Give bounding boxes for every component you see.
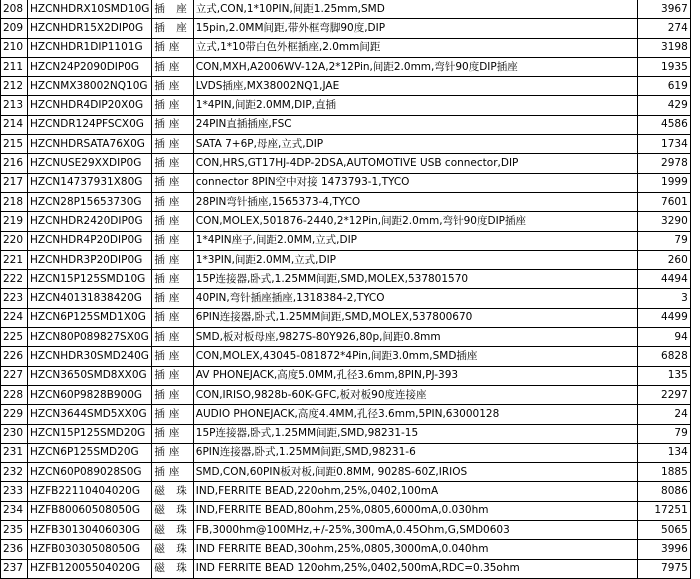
quantity-cell[interactable]: 4586 <box>637 115 690 134</box>
quantity-cell[interactable]: 1999 <box>637 173 690 192</box>
part-code-cell[interactable]: HZCN60P089028S0G <box>28 463 152 482</box>
quantity-cell[interactable]: 2297 <box>637 385 690 404</box>
part-code-cell[interactable]: HZCN24P2090DIP0G <box>28 57 152 76</box>
quantity-cell[interactable]: 429 <box>637 96 690 115</box>
row-number-cell[interactable]: 208 <box>1 0 28 19</box>
table-row[interactable] <box>1 173 691 192</box>
table-row[interactable] <box>1 463 691 482</box>
category-cell[interactable]: 插座 <box>152 212 193 231</box>
category-cell[interactable]: 插座 <box>152 270 193 289</box>
row-number-cell[interactable]: 215 <box>1 135 28 154</box>
description-cell[interactable]: 40PIN,弯针插座插座,1318384-2,TYCO <box>193 289 637 308</box>
row-number-cell[interactable]: 237 <box>1 559 28 578</box>
table-row[interactable] <box>1 212 691 231</box>
category-cell[interactable]: 插 座 <box>152 0 193 19</box>
table-row[interactable] <box>1 77 691 96</box>
part-code-cell[interactable]: HZCN15P125SMD20G <box>28 424 152 443</box>
description-cell[interactable]: 6PIN连接器,卧式,1.25MM间距,SMD,98231-6 <box>193 443 637 462</box>
category-cell[interactable]: 插座 <box>152 154 193 173</box>
description-cell[interactable]: SATA 7+6P,母座,立式,DIP <box>193 135 637 154</box>
table-row[interactable] <box>1 385 691 404</box>
description-cell[interactable]: CON,IRISO,9828b-60K-GFC,板对板90度连接座 <box>193 385 637 404</box>
description-cell[interactable]: CON,MOLEX,43045-081872*4Pin,间距3.0mm,SMD插座 <box>193 347 637 366</box>
description-cell[interactable]: 15pin,2.0MM间距,带外框弯脚90度,DIP <box>193 19 637 38</box>
row-number-cell[interactable]: 212 <box>1 77 28 96</box>
quantity-cell[interactable]: 7975 <box>637 559 690 578</box>
row-number-cell[interactable]: 228 <box>1 385 28 404</box>
part-code-cell[interactable]: HZCNHDR30SMD240G <box>28 347 152 366</box>
row-number-cell[interactable]: 211 <box>1 57 28 76</box>
part-code-cell[interactable]: HZCN40131838420G <box>28 289 152 308</box>
quantity-cell[interactable]: 619 <box>637 77 690 96</box>
description-cell[interactable]: 1*4PIN,间距2.0MM,DIP,直插 <box>193 96 637 115</box>
quantity-cell[interactable]: 1734 <box>637 135 690 154</box>
category-cell[interactable]: 磁 珠 <box>152 482 193 501</box>
part-code-cell[interactable]: HZCNDR124PFSCX0G <box>28 115 152 134</box>
table-row[interactable] <box>1 347 691 366</box>
quantity-cell[interactable]: 3198 <box>637 38 690 57</box>
category-cell[interactable]: 磁 珠 <box>152 540 193 559</box>
row-number-cell[interactable]: 229 <box>1 405 28 424</box>
part-code-cell[interactable]: HZCN14737931X80G <box>28 173 152 192</box>
category-cell[interactable]: 插座 <box>152 192 193 211</box>
quantity-cell[interactable]: 7601 <box>637 192 690 211</box>
description-cell[interactable]: IND FERRITE BEAD,30ohm,25%,0805,3000mA,0.040hm <box>193 540 637 559</box>
quantity-cell[interactable]: 79 <box>637 231 690 250</box>
row-number-cell[interactable]: 217 <box>1 173 28 192</box>
category-cell[interactable]: 插座 <box>152 385 193 404</box>
description-cell[interactable]: 1*3PIN,间距2.0MM,立式,DIP <box>193 250 637 269</box>
table-row[interactable] <box>1 154 691 173</box>
row-number-cell[interactable]: 235 <box>1 521 28 540</box>
description-cell[interactable]: FB,3000hm@100MHz,+/-25%,300mA,0.45Ohm,G,SMD0603 <box>193 521 637 540</box>
table-row[interactable] <box>1 38 691 57</box>
category-cell[interactable]: 插座 <box>152 308 193 327</box>
quantity-cell[interactable]: 1885 <box>637 463 690 482</box>
quantity-cell[interactable]: 3996 <box>637 540 690 559</box>
category-cell[interactable]: 插座 <box>152 77 193 96</box>
table-row[interactable] <box>1 521 691 540</box>
table-row[interactable] <box>1 559 691 578</box>
part-code-cell[interactable]: HZCNHDR2420DIP0G <box>28 212 152 231</box>
table-row[interactable] <box>1 405 691 424</box>
part-code-cell[interactable]: HZCNMX38002NQ10G <box>28 77 152 96</box>
row-number-cell[interactable]: 213 <box>1 96 28 115</box>
description-cell[interactable]: CON,MXH,A2006WV-12A,2*12Pin,间距2.0mm,弯针90度DIP插座 <box>193 57 637 76</box>
quantity-cell[interactable]: 6828 <box>637 347 690 366</box>
description-cell[interactable]: AV PHONEJACK,高度5.0MM,孔径3.6mm,8PIN,PJ-393 <box>193 366 637 385</box>
table-row[interactable] <box>1 540 691 559</box>
category-cell[interactable]: 插座 <box>152 347 193 366</box>
row-number-cell[interactable]: 216 <box>1 154 28 173</box>
description-cell[interactable]: 立式,1*10带白色外框插座,2.0mm间距 <box>193 38 637 57</box>
category-cell[interactable]: 插座 <box>152 463 193 482</box>
row-number-cell[interactable]: 226 <box>1 347 28 366</box>
part-code-cell[interactable]: HZCN6P125SMD20G <box>28 443 152 462</box>
quantity-cell[interactable]: 2978 <box>637 154 690 173</box>
quantity-cell[interactable]: 274 <box>637 19 690 38</box>
quantity-cell[interactable]: 134 <box>637 443 690 462</box>
description-cell[interactable]: CON,HRS,GT17HJ-4DP-2DSA,AUTOMOTIVE USB connector,DIP <box>193 154 637 173</box>
description-cell[interactable]: SMD,CON,60PIN板对板,间距0.8MM, 9028S-60Z,IRIOS <box>193 463 637 482</box>
part-code-cell[interactable]: HZCNHDR3P20DIP0G <box>28 250 152 269</box>
row-number-cell[interactable]: 209 <box>1 19 28 38</box>
quantity-cell[interactable]: 24 <box>637 405 690 424</box>
table-row[interactable] <box>1 424 691 443</box>
table-row[interactable] <box>1 270 691 289</box>
row-number-cell[interactable]: 231 <box>1 443 28 462</box>
table-row[interactable] <box>1 19 691 38</box>
category-cell[interactable]: 插座 <box>152 57 193 76</box>
category-cell[interactable]: 磁 珠 <box>152 559 193 578</box>
part-code-cell[interactable]: HZCN80P089827SX0G <box>28 328 152 347</box>
category-cell[interactable]: 插 座 <box>152 19 193 38</box>
quantity-cell[interactable]: 17251 <box>637 501 690 520</box>
part-code-cell[interactable]: HZCNHDR1DIP1101G <box>28 38 152 57</box>
table-row[interactable] <box>1 308 691 327</box>
category-cell[interactable]: 插座 <box>152 38 193 57</box>
quantity-cell[interactable]: 94 <box>637 328 690 347</box>
description-cell[interactable]: CON,MOLEX,501876-2440,2*12Pin,间距2.0mm,弯针90度DIP插座 <box>193 212 637 231</box>
category-cell[interactable]: 插座 <box>152 366 193 385</box>
row-number-cell[interactable]: 219 <box>1 212 28 231</box>
quantity-cell[interactable]: 4494 <box>637 270 690 289</box>
description-cell[interactable]: IND FERRITE BEAD 120ohm,25%,0402,500mA,RDC=0.35ohm <box>193 559 637 578</box>
row-number-cell[interactable]: 222 <box>1 270 28 289</box>
row-number-cell[interactable]: 220 <box>1 231 28 250</box>
table-row[interactable] <box>1 250 691 269</box>
row-number-cell[interactable]: 210 <box>1 38 28 57</box>
table-row[interactable] <box>1 501 691 520</box>
row-number-cell[interactable]: 233 <box>1 482 28 501</box>
table-row[interactable] <box>1 289 691 308</box>
table-row[interactable] <box>1 57 691 76</box>
quantity-cell[interactable]: 1935 <box>637 57 690 76</box>
category-cell[interactable]: 插座 <box>152 289 193 308</box>
part-code-cell[interactable]: HZFB80060508050G <box>28 501 152 520</box>
category-cell[interactable]: 插座 <box>152 250 193 269</box>
part-code-cell[interactable]: HZFB12005504020G <box>28 559 152 578</box>
category-cell[interactable]: 插座 <box>152 231 193 250</box>
description-cell[interactable]: 1*4PIN座子,间距2.0MM,立式,DIP <box>193 231 637 250</box>
row-number-cell[interactable]: 221 <box>1 250 28 269</box>
table-row[interactable] <box>1 482 691 501</box>
description-cell[interactable]: AUDIO PHONEJACK,高度4.4MM,孔径3.6mm,5PIN,63000128 <box>193 405 637 424</box>
row-number-cell[interactable]: 232 <box>1 463 28 482</box>
table-row[interactable] <box>1 192 691 211</box>
part-code-cell[interactable]: HZCNHDR4P20DIP0G <box>28 231 152 250</box>
description-cell[interactable]: LVDS插座,MX38002NQ1,JAE <box>193 77 637 96</box>
parts-table-body <box>1 0 691 578</box>
table-row[interactable] <box>1 115 691 134</box>
category-cell[interactable]: 插座 <box>152 173 193 192</box>
description-cell[interactable]: 6PIN连接器,卧式,1.25MM间距,SMD,MOLEX,537800670 <box>193 308 637 327</box>
row-number-cell[interactable]: 224 <box>1 308 28 327</box>
part-code-cell[interactable]: HZCN15P125SMD10G <box>28 270 152 289</box>
description-cell[interactable]: 28PIN弯针插座,1565373-4,TYCO <box>193 192 637 211</box>
quantity-cell[interactable]: 3967 <box>637 0 690 19</box>
table-row[interactable] <box>1 443 691 462</box>
part-code-cell[interactable]: HZFB22110404020G <box>28 482 152 501</box>
quantity-cell[interactable]: 4499 <box>637 308 690 327</box>
quantity-cell[interactable]: 8086 <box>637 482 690 501</box>
category-cell[interactable]: 插座 <box>152 424 193 443</box>
part-code-cell[interactable]: HZFB30130406030G <box>28 521 152 540</box>
row-number-cell[interactable]: 223 <box>1 289 28 308</box>
row-number-cell[interactable]: 225 <box>1 328 28 347</box>
quantity-cell[interactable]: 135 <box>637 366 690 385</box>
row-number-cell[interactable]: 234 <box>1 501 28 520</box>
table-row[interactable] <box>1 366 691 385</box>
description-cell[interactable]: 15P连接器,卧式,1.25MM间距,SMD,98231-15 <box>193 424 637 443</box>
description-cell[interactable]: 立式,CON,1*10PIN,间距1.25mm,SMD <box>193 0 637 19</box>
category-cell[interactable]: 插座 <box>152 443 193 462</box>
category-cell[interactable]: 插座 <box>152 96 193 115</box>
quantity-cell[interactable]: 3 <box>637 289 690 308</box>
row-number-cell[interactable]: 236 <box>1 540 28 559</box>
row-number-cell[interactable]: 230 <box>1 424 28 443</box>
description-cell[interactable]: IND,FERRITE BEAD,220ohm,25%,0402,100mA <box>193 482 637 501</box>
part-code-cell[interactable]: HZCN3644SMD5XX0G <box>28 405 152 424</box>
quantity-cell[interactable]: 79 <box>637 424 690 443</box>
category-cell[interactable]: 插座 <box>152 405 193 424</box>
description-cell[interactable]: 24PIN直插插座,FSC <box>193 115 637 134</box>
part-code-cell[interactable]: HZCN60P9828B900G <box>28 385 152 404</box>
part-code-cell[interactable]: HZCNHDRSATA76X0G <box>28 135 152 154</box>
category-cell[interactable]: 插座 <box>152 328 193 347</box>
quantity-cell[interactable]: 5065 <box>637 521 690 540</box>
description-cell[interactable]: IND,FERRITE BEAD,80ohm,25%,0805,6000mA,0.030hm <box>193 501 637 520</box>
table-row[interactable] <box>1 231 691 250</box>
quantity-cell[interactable]: 3290 <box>637 212 690 231</box>
description-cell[interactable]: 15P连接器,卧式,1.25MM间距,SMD,MOLEX,537801570 <box>193 270 637 289</box>
part-code-cell[interactable]: HZCNUSE29XXDIP0G <box>28 154 152 173</box>
part-code-cell[interactable]: HZCN3650SMD8XX0G <box>28 366 152 385</box>
row-number-cell[interactable]: 218 <box>1 192 28 211</box>
quantity-cell[interactable]: 260 <box>637 250 690 269</box>
part-code-cell[interactable]: HZCNHDRX10SMD10G <box>28 0 152 19</box>
description-cell[interactable]: SMD,板对板母座,9827S-80Y926,80p,间距0.8mm <box>193 328 637 347</box>
table-row[interactable] <box>1 0 691 19</box>
table-row[interactable] <box>1 96 691 115</box>
row-number-cell[interactable]: 214 <box>1 115 28 134</box>
category-cell[interactable]: 磁 珠 <box>152 501 193 520</box>
part-code-cell[interactable]: HZCN28P15653730G <box>28 192 152 211</box>
category-cell[interactable]: 插座 <box>152 115 193 134</box>
table-row[interactable] <box>1 135 691 154</box>
part-code-cell[interactable]: HZCN6P125SMD1X0G <box>28 308 152 327</box>
part-code-cell[interactable]: HZCNHDR4DIP20X0G <box>28 96 152 115</box>
category-cell[interactable]: 插座 <box>152 135 193 154</box>
table-row[interactable] <box>1 328 691 347</box>
description-cell[interactable]: connector 8PIN空中对接 1473793-1,TYCO <box>193 173 637 192</box>
row-number-cell[interactable]: 227 <box>1 366 28 385</box>
category-cell[interactable]: 磁 珠 <box>152 521 193 540</box>
part-code-cell[interactable]: HZFB03030508050G <box>28 540 152 559</box>
part-code-cell[interactable]: HZCNHDR15X2DIP0G <box>28 19 152 38</box>
